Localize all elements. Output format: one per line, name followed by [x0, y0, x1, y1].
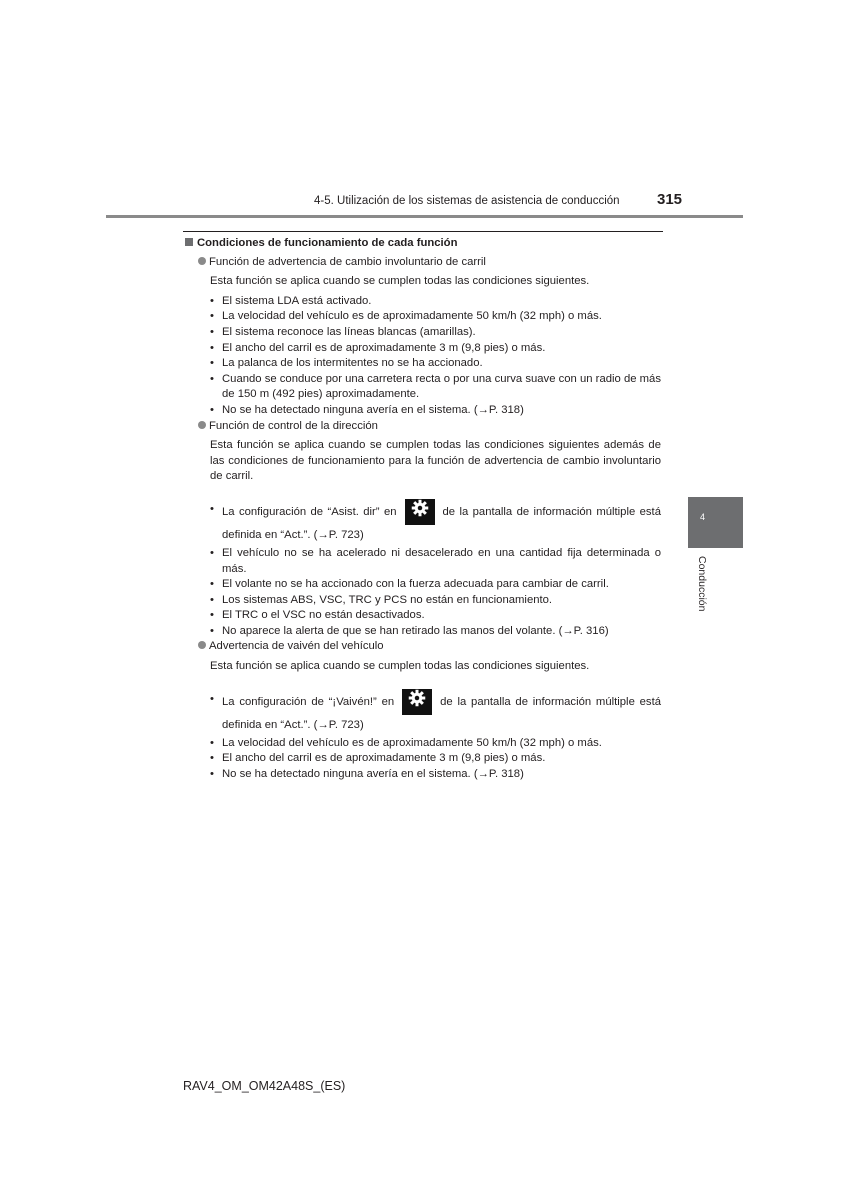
gear-icon: [405, 499, 435, 525]
list-item: • La velocidad del vehículo es de aproximadamente 50 km/h (32 mph) o más.: [210, 309, 661, 325]
list-item: • La configuración de “¡Vaivén!” en de la pantalla de información múltiple está definida en “Act.”. (→P. 723): [210, 689, 661, 736]
list-item: • El ancho del carril es de aproximadamente 3 m (9,8 pies) o más.: [210, 341, 661, 357]
main-content: [185, 236, 661, 782]
sway-conditions-list: [210, 689, 661, 783]
section-title: Condiciones de funcionamiento de cada función: [185, 236, 661, 252]
header-section-title: 4-5. Utilización de los sistemas de asistencia de conducción: [314, 195, 620, 207]
list-item: • No aparece la alerta de que se han retirado las manos del volante. (→P. 316): [210, 624, 661, 640]
gear-icon: [402, 689, 432, 715]
sway-heading: Advertencia de vaivén del vehículo: [198, 639, 661, 655]
list-item: • El volante no se ha accionado con la fuerza adecuada para cambiar de carril.: [210, 577, 661, 593]
list-item: • El vehículo no se ha acelerado ni desacelerado en una cantidad fija determinada o más.: [210, 546, 661, 577]
footer-code: RAV4_OM_OM42A48S_(ES): [183, 1079, 346, 1093]
sway-intro: Esta función se aplica cuando se cumplen todas las condiciones siguientes.: [210, 660, 590, 673]
list-item: • La palanca de los intermitentes no se ha accionado.: [210, 356, 661, 372]
steering-conditions-list: [210, 499, 661, 640]
section-divider: [183, 231, 663, 232]
circle-bullet-icon: [198, 421, 206, 429]
chapter-tab: [688, 497, 743, 548]
lda-conditions-list: [210, 294, 661, 419]
list-item: • El ancho del carril es de aproximadamente 3 m (9,8 pies) o más.: [210, 751, 661, 767]
list-item: • El TRC o el VSC no están desactivados.: [210, 608, 661, 624]
header-divider: [106, 215, 743, 218]
chapter-tab-label: Conducción: [696, 556, 708, 612]
circle-bullet-icon: [198, 257, 206, 265]
lda-intro: Esta función se aplica cuando se cumplen todas las condiciones siguientes.: [210, 275, 590, 288]
list-item: • La velocidad del vehículo es de aproximadamente 50 km/h (32 mph) o más.: [210, 736, 661, 752]
list-item: • La configuración de “Asist. dir” en de la pantalla de información múltiple está definida en “Act.”. (→P. 723): [210, 499, 661, 546]
list-item: • No se ha detectado ninguna avería en el sistema. (→P. 318): [210, 403, 661, 419]
list-item: • El sistema LDA está activado.: [210, 294, 661, 310]
square-bullet-icon: [185, 238, 193, 246]
chapter-tab-number: 4: [700, 512, 706, 522]
list-item: • Los sistemas ABS, VSC, TRC y PCS no están en funcionamiento.: [210, 593, 661, 609]
page-number: 315: [657, 191, 683, 208]
circle-bullet-icon: [198, 641, 206, 649]
list-item: • El sistema reconoce las líneas blancas (amarillas).: [210, 325, 661, 341]
steering-heading: Función de control de la dirección: [198, 419, 661, 435]
lda-heading: Función de advertencia de cambio involuntario de carril: [198, 255, 661, 271]
list-item: • Cuando se conduce por una carretera recta o por una curva suave con un radio de más de 150 m (492 pies) aproximadamente.: [210, 372, 661, 403]
steering-intro: Esta función se aplica cuando se cumplen todas las condiciones siguientes además de las condiciones de funcionamiento para la función de advertencia de cambio involuntario de carril.: [210, 439, 661, 483]
list-item: • No se ha detectado ninguna avería en el sistema. (→P. 318): [210, 767, 661, 783]
